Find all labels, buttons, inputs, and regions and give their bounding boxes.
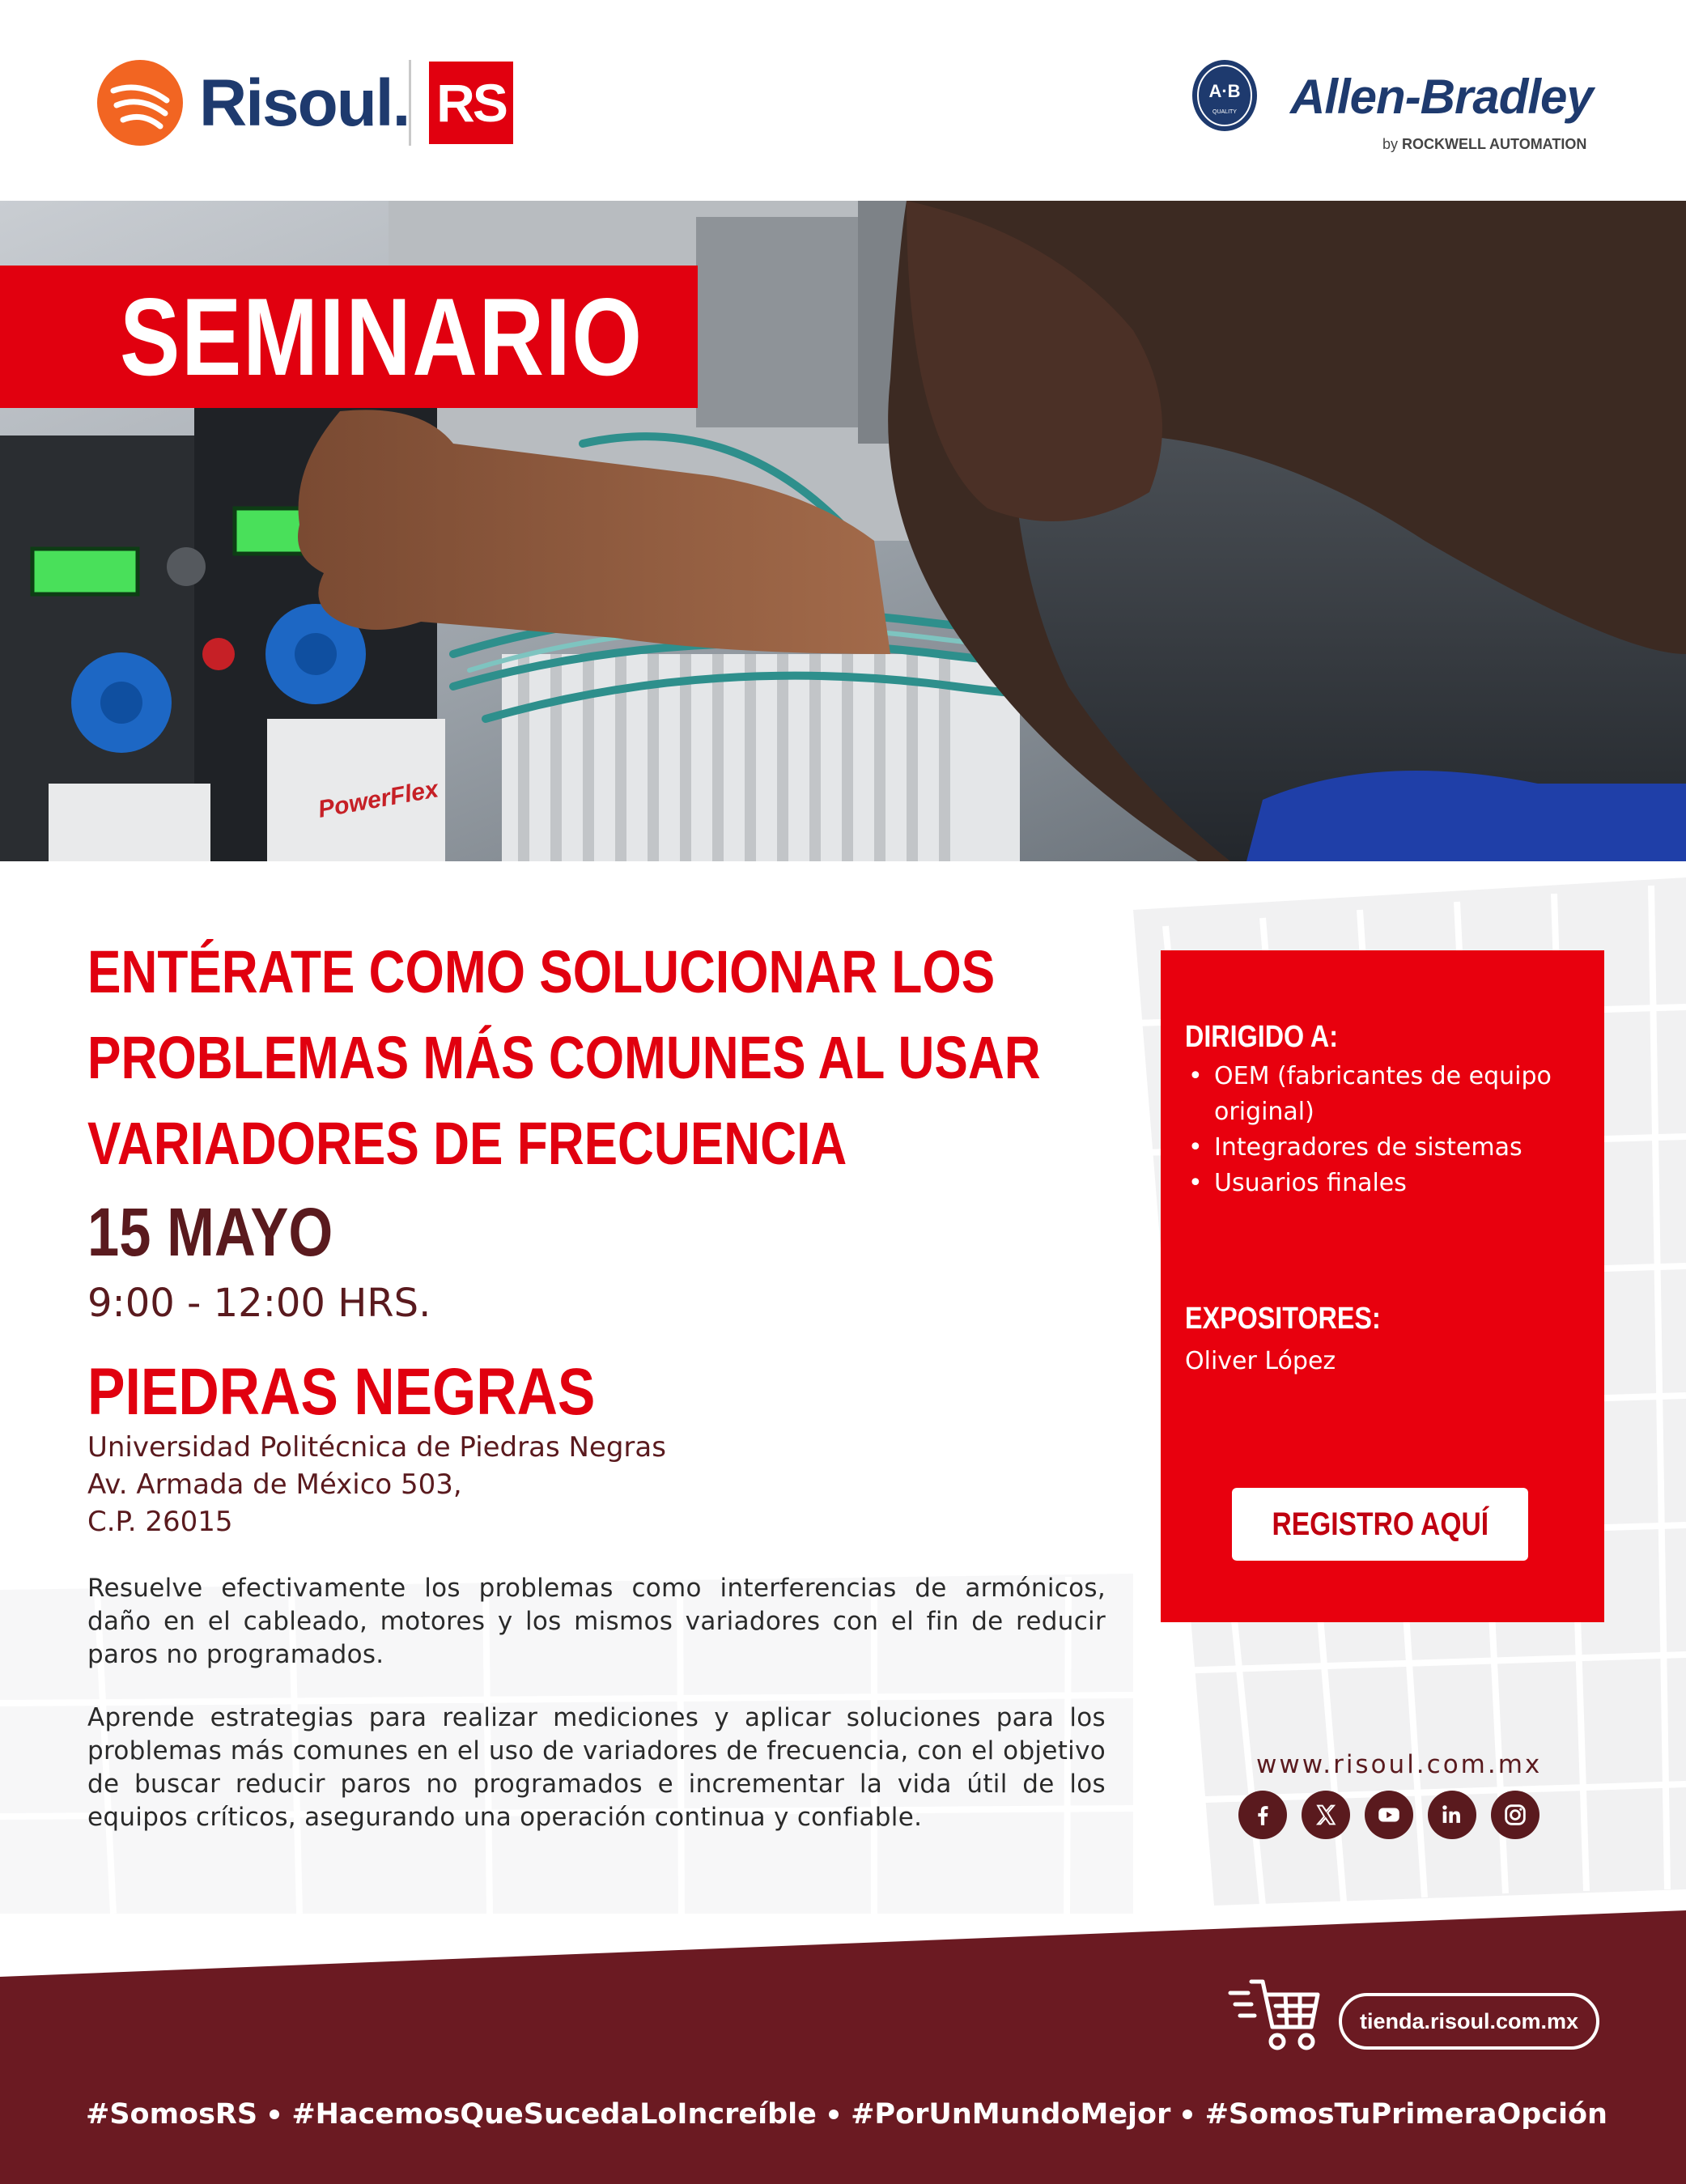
rockwell-prefix: by [1382,136,1399,152]
address-line-1: Universidad Politécnica de Piedras Negras [87,1431,666,1464]
list-item: • Usuarios finales [1185,1166,1590,1201]
info-box [1161,950,1604,1622]
seminar-title: SEMINARIO [120,275,643,398]
facebook-icon[interactable] [1238,1791,1287,1839]
audience-title: DIRIGIDO A: [1185,1020,1339,1054]
audience-list [1185,1059,1590,1201]
hashtag: #PorUnMundoMejor [851,2098,1171,2131]
headline-line-3: VARIADORES DE FRECUENCIA [87,1110,847,1177]
youtube-icon[interactable] [1365,1791,1413,1839]
headline-line-1: ENTÉRATE COMO SOLUCIONAR LOS [87,938,996,1005]
ab-badge-sub: QUALITY [1212,109,1237,115]
hashtag: #HacemosQueSucedaLoIncreíble [291,2098,817,2131]
description-paragraph-1: Resuelve efectivamente los problemas como interferencias de armónicos, daño en el cableado, motores y los mismos variadores con el fin de reducir paros no programados. [87,1574,1106,1669]
event-time: 9:00 - 12:00 HRS. [87,1281,431,1326]
instagram-icon[interactable] [1491,1791,1539,1839]
risoul-wordmark: Risoul. [199,66,410,140]
event-headline [87,929,1041,1187]
shop-link-button[interactable] [1339,1993,1599,2050]
list-item: • OEM (fabricantes de equipo original) [1185,1059,1590,1130]
separator-dot [270,2110,279,2119]
headline-line-2: PROBLEMAS MÁS COMUNES AL USAR [87,1024,1041,1091]
rockwell-name: ROCKWELL AUTOMATION [1402,136,1587,152]
rs-logo: RS [429,62,513,144]
hashtag-row [86,2098,1607,2131]
separator-dot [1183,2110,1192,2119]
event-address [87,1429,666,1540]
register-button-label: REGISTRO AQUÍ [1272,1506,1489,1542]
logo-divider [409,60,411,146]
shop-url: tienda.risoul.com.mx [1359,2008,1579,2033]
address-line-3: C.P. 26015 [87,1506,233,1538]
speakers-title: EXPOSITORES: [1185,1302,1381,1336]
risoul-logo-icon [96,58,185,147]
list-item: • Integradores de sistemas [1185,1130,1590,1166]
rockwell-tagline [1382,134,1586,154]
address-line-2: Av. Armada de México 503, [87,1468,462,1501]
event-city: PIEDRAS NEGRAS [87,1355,596,1429]
ab-badge-text: A·B [1208,81,1241,101]
shopping-cart-icon [1227,1974,1321,2054]
x-icon[interactable] [1302,1791,1350,1839]
social-links [1238,1791,1539,1839]
separator-dot [829,2110,839,2119]
register-button[interactable] [1232,1488,1528,1561]
hashtag: #SomosTuPrimeraOpción [1204,2098,1607,2131]
allen-bradley-wordmark: Allen-Bradley [1290,70,1593,124]
allen-bradley-badge-icon [1190,58,1259,133]
svg-text:PowerFlex: PowerFlex [316,775,440,823]
linkedin-icon[interactable] [1428,1791,1476,1839]
speaker-name: Oliver López [1185,1347,1336,1375]
website-link[interactable]: www.risoul.com.mx [1256,1750,1543,1779]
event-date: 15 MAYO [87,1194,333,1270]
description-paragraph-2: Aprende estrategias para realizar mediciones y aplicar soluciones para los problemas más comunes en el uso de variadores de frecuencia, con el objetivo de buscar reducir paros no programados e incrementar la vida útil de los equipos críticos, asegurando una operación continua y confiable. [87,1703,1106,1832]
hashtag: #SomosRS [86,2098,258,2131]
header [0,0,1686,201]
